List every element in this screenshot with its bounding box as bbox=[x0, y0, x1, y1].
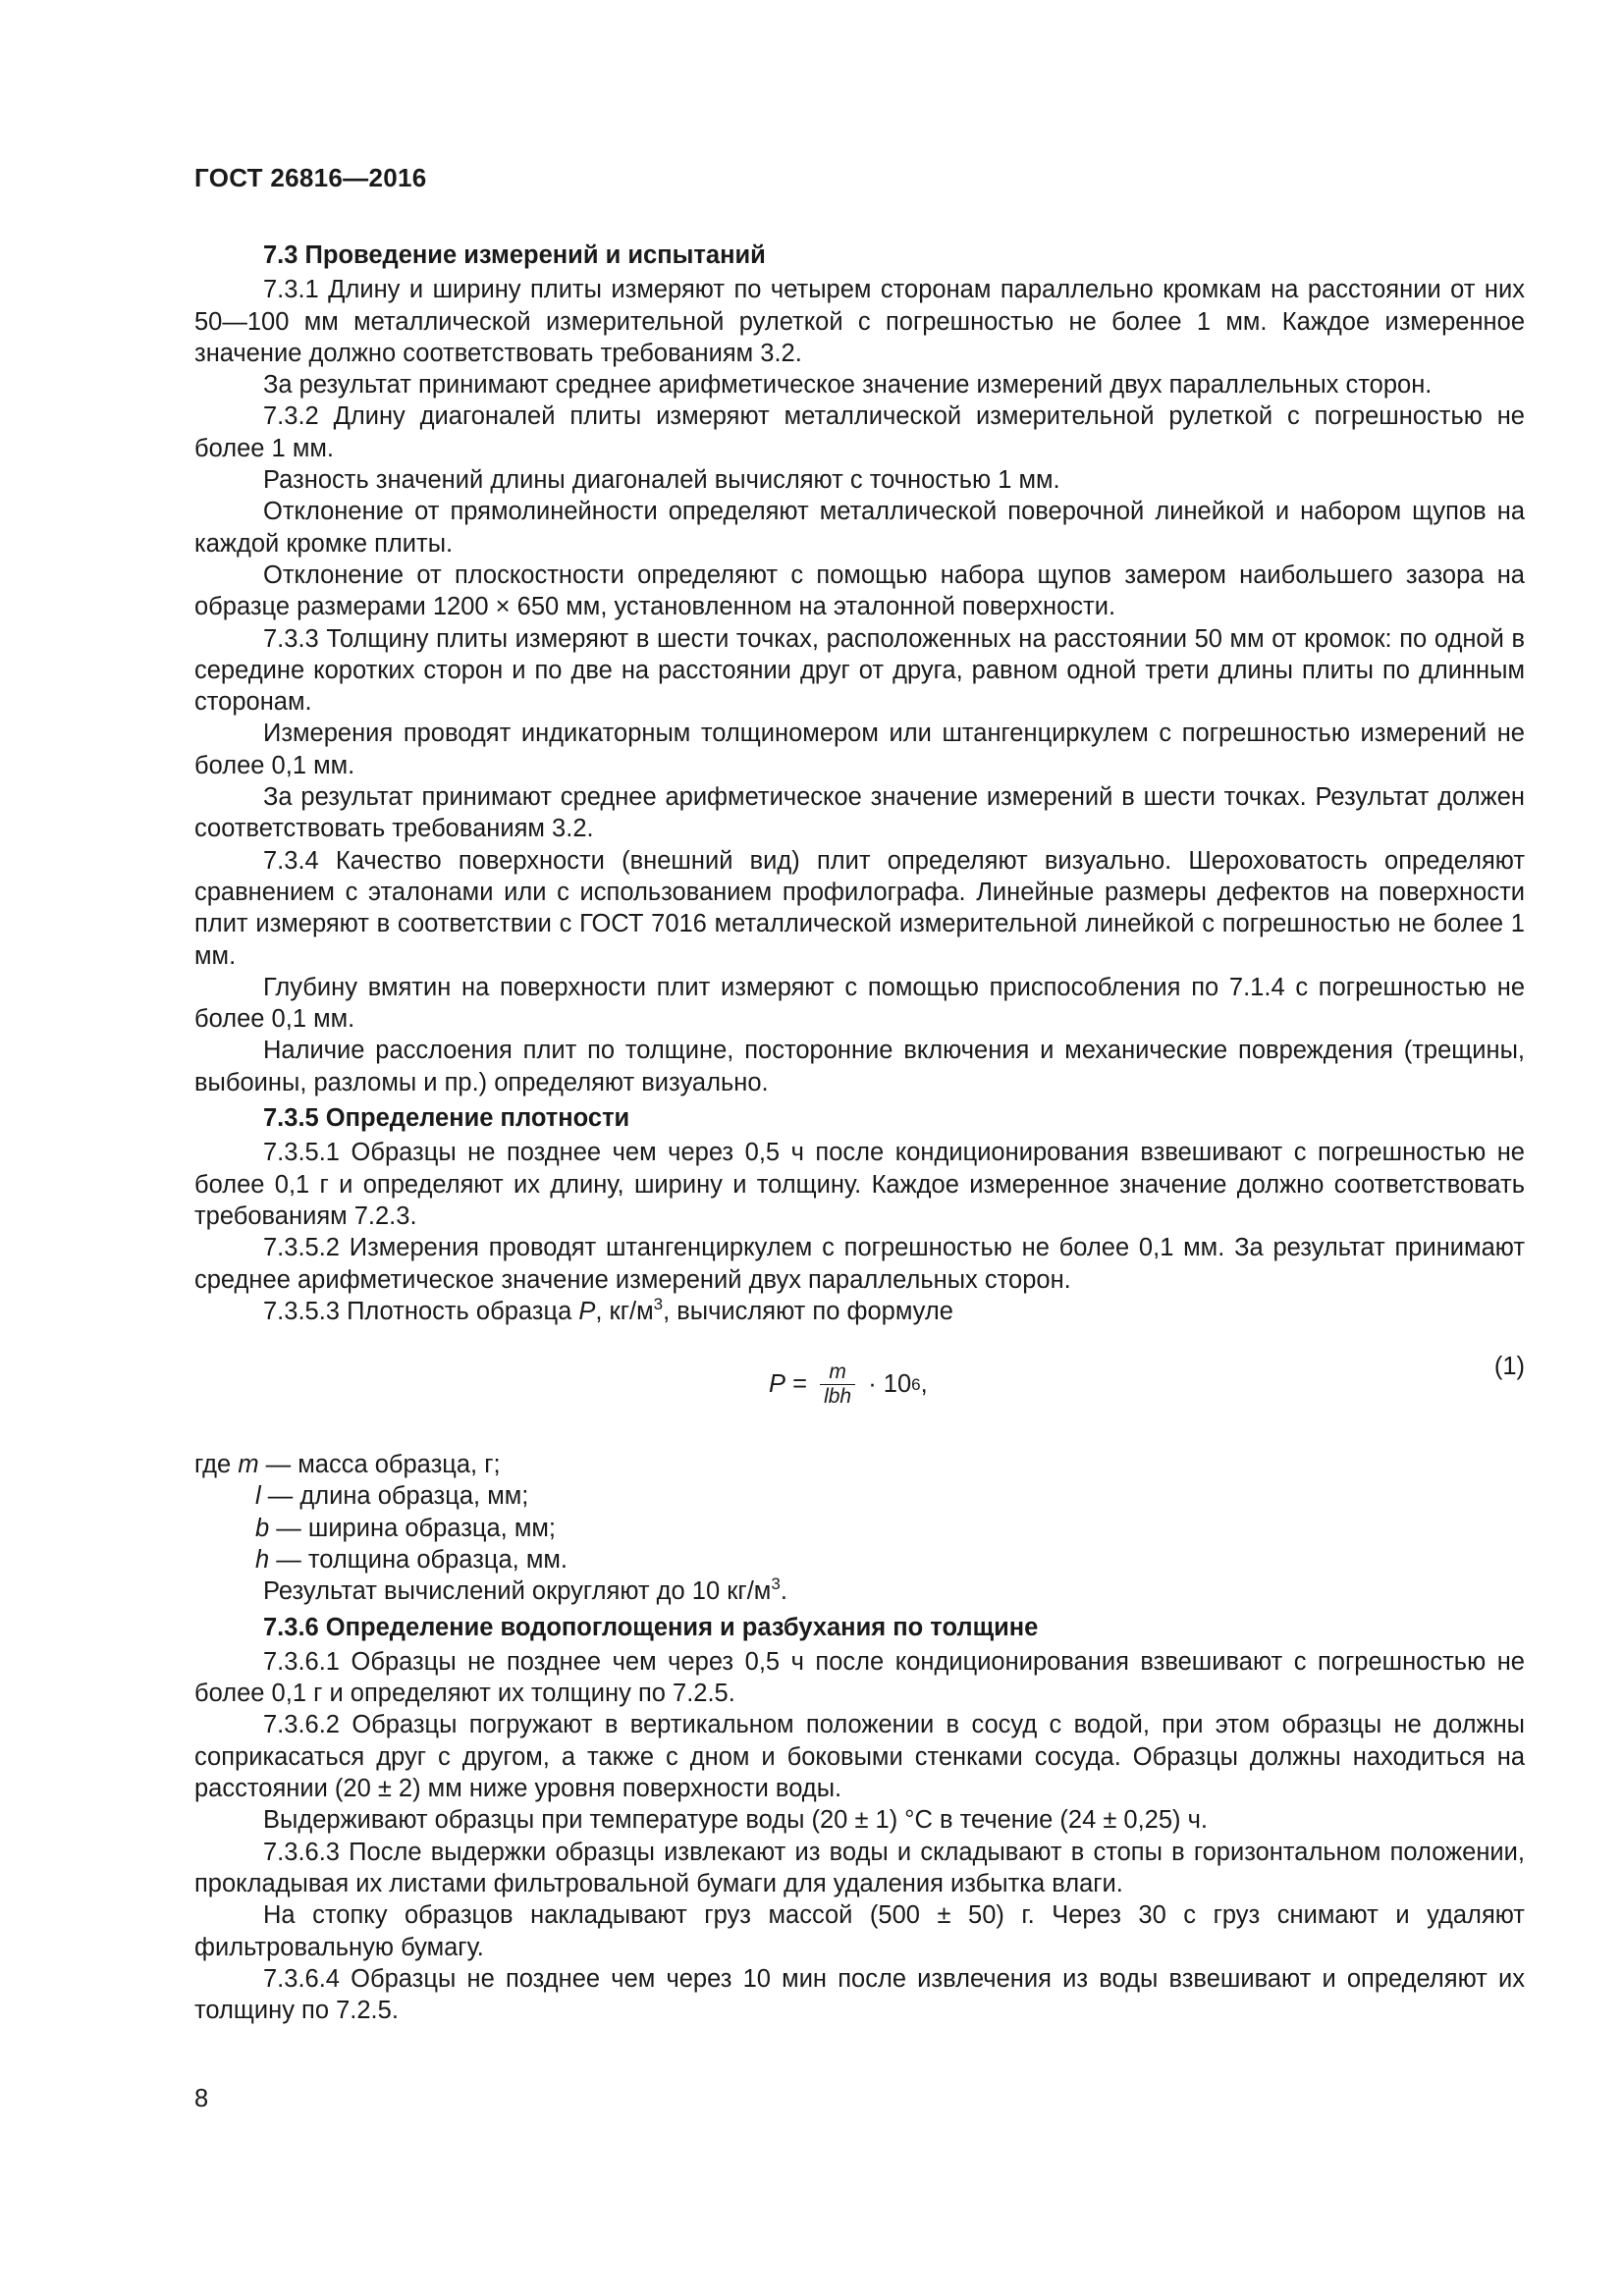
superscript: 3 bbox=[771, 1575, 781, 1594]
text-run: 7.3.5.3 Плотность образца bbox=[263, 1297, 579, 1325]
formula-comma: , bbox=[920, 1370, 928, 1399]
superscript: 3 bbox=[653, 1294, 664, 1313]
paragraph: За результат принимают среднее арифметическое значение измерений в шести точках. Результат должен соответствовать требованиям 3.2. bbox=[194, 783, 1525, 843]
variable-p: P bbox=[578, 1297, 596, 1325]
legend-row-h bbox=[194, 1544, 1525, 1575]
paragraph-7-3-2: 7.3.2 Длину диагоналей плиты измеряют металлической измерительной рулеткой с погрешностью не более 1 мм. bbox=[194, 402, 1525, 462]
legend-text: — толщина образца, мм. bbox=[269, 1545, 568, 1574]
paragraph-7-3-1: 7.3.1 Длину и ширину плиты измеряют по четырем сторонам параллельно кромкам на расстоянии от них 50—100 мм металлической измерительной рулеткой с погрешностью не более 1 мм. Каждое измеренное значение должно соответствовать требованиям 3.2. bbox=[194, 276, 1525, 367]
legend-row-l bbox=[194, 1480, 1525, 1512]
paragraph-7-3-5-3 bbox=[194, 1296, 1525, 1327]
paragraph-7-3-6-4: 7.3.6.4 Образцы не позднее чем через 10 мин после извлечения из воды взвешивают и определяют их толщину по 7.2.5. bbox=[194, 1964, 1525, 2025]
paragraph: Наличие расслоения плит по толщине, посторонние включения и механические повреждения (трещины, выбоины, разломы и пр.) определяют визуально. bbox=[194, 1037, 1525, 1096]
paragraph-7-3-5-1: 7.3.5.1 Образцы не позднее чем через 0,5 ч после кондиционирования взвешивают с погрешностью не более 0,1 г и определяют их длину, ширину и толщину. Каждое измеренное значение должно соответствовать требованиям 7.2.3. bbox=[194, 1139, 1525, 1230]
section-7-3-title: 7.3 Проведение измерений и испытаний bbox=[263, 241, 766, 269]
formula-lhs: P bbox=[769, 1370, 786, 1399]
paragraph-7-3-4: 7.3.4 Качество поверхности (внешний вид) плит определяют визуально. Шероховатость определяют сравнением с эталонами или с использованием профилографа. Линейные размеры дефектов на поверхности плит измеряют в соответствии с ГОСТ 7016 металлической измерительной линейкой с погрешностью не более 1 мм. bbox=[194, 846, 1525, 970]
paragraph: Глубину вмятин на поверхности плит измеряют с помощью приспособления по 7.1.4 с погрешностью не более 0,1 мм. bbox=[194, 973, 1525, 1034]
paragraph-rounding bbox=[194, 1575, 1525, 1607]
legend-text: — масса образца, г; bbox=[258, 1451, 501, 1479]
section-7-3-5-title: 7.3.5 Определение плотности bbox=[263, 1104, 630, 1133]
paragraph: Разность значений длины диагоналей вычисляют с точностью 1 мм. bbox=[263, 466, 1060, 495]
paragraph: Отклонение от прямолинейности определяют металлической поверочной линейкой и набором щупов на каждой кромке плиты. bbox=[194, 498, 1525, 558]
formula-block bbox=[194, 1333, 1525, 1441]
section-7-3-6-title: 7.3.6 Определение водопоглощения и разбухания по толщине bbox=[263, 1613, 1039, 1641]
paragraph-7-3-6-3: 7.3.6.3 После выдержки образцы извлекают из воды и складывают в стопы в горизонтальном положении, прокладывая их листами фильтровальной бумаги для удаления избытка влаги. bbox=[194, 1838, 1525, 1897]
legend-var: h bbox=[255, 1545, 270, 1574]
formula-multiplier: · 10 bbox=[861, 1370, 912, 1399]
paragraph: Отклонение от плоскостности определяют с помощью набора щупов замером наибольшего зазора на образце размерами 1200 × 650 мм, установленном на эталонной поверхности. bbox=[194, 561, 1525, 621]
paragraph-7-3-6-2: 7.3.6.2 Образцы погружают в вертикальном положении в сосуд с водой, при этом образцы не должны соприкасаться друг с другом, а также с дном и боковыми стенками сосуда. Образцы должны находиться на расстоянии (20 ± 2) мм ниже уровня поверхности воды. bbox=[194, 1711, 1525, 1803]
legend-text: — длина образца, мм; bbox=[260, 1482, 529, 1511]
fraction-denominator: lbh bbox=[820, 1384, 855, 1409]
legend-var: m bbox=[238, 1451, 259, 1479]
paragraph: На стопку образцов накладывают груз массой (500 ± 50) г. Через 30 с груз снимают и удаляют фильтровальную бумагу. bbox=[194, 1901, 1525, 1961]
legend-var: b bbox=[255, 1514, 270, 1542]
equation-number: (1) bbox=[1493, 1353, 1525, 1381]
page-number: 8 bbox=[194, 2085, 209, 2112]
variable-legend bbox=[194, 1449, 1525, 1575]
paragraph-7-3-5-2: 7.3.5.2 Измерения проводят штангенциркулем с погрешностью не более 0,1 мм. За результат принимают среднее арифметическое значение измерений двух параллельных сторон. bbox=[194, 1234, 1525, 1294]
legend-lead: где bbox=[194, 1451, 239, 1479]
paragraph-7-3-6-1: 7.3.6.1 Образцы не позднее чем через 0,5 ч после кондиционирования взвешивают с погрешностью не более 0,1 г и определяют их толщину по 7.2.5. bbox=[194, 1647, 1525, 1708]
paragraph: Выдерживают образцы при температуре воды (20 ± 1) °С в течение (24 ± 0,25) ч. bbox=[263, 1806, 1208, 1835]
paragraph: Измерения проводят индикаторным толщиномером или штангенциркулем с погрешностью измерений не более 0,1 мм. bbox=[194, 720, 1525, 779]
text-run: Результат вычислений округляют до 10 кг/м bbox=[263, 1577, 772, 1606]
legend-var: l bbox=[255, 1482, 261, 1511]
legend-text: — ширина образца, мм; bbox=[269, 1514, 556, 1542]
density-formula: P = $\frac{m}{\text{lbh}}$ · 10 6 , bbox=[769, 1361, 928, 1409]
text-run: , кг/м bbox=[595, 1297, 654, 1325]
document-header: ГОСТ 26816—2016 bbox=[194, 163, 427, 192]
legend-row-m bbox=[194, 1449, 1525, 1480]
legend-row-b bbox=[194, 1513, 1525, 1544]
formula-fraction bbox=[820, 1361, 855, 1409]
paragraph: За результат принимают среднее арифметическое значение измерений двух параллельных сторон. bbox=[263, 371, 1433, 400]
text-run: . bbox=[780, 1577, 787, 1606]
formula-equals: = bbox=[785, 1370, 815, 1399]
header-spacer bbox=[194, 165, 1525, 240]
fraction-numerator: m bbox=[829, 1361, 846, 1384]
page-body bbox=[194, 165, 1525, 2026]
paragraph-7-3-3: 7.3.3 Толщину плиты измеряют в шести точках, расположенных на расстоянии 50 мм от кромок: по одной в середине коротких сторон и по две на расстоянии друг от друга, равном одной трети длины плиты по длинным сторонам. bbox=[194, 624, 1525, 717]
text-run: , вычисляют по формуле bbox=[663, 1297, 953, 1325]
